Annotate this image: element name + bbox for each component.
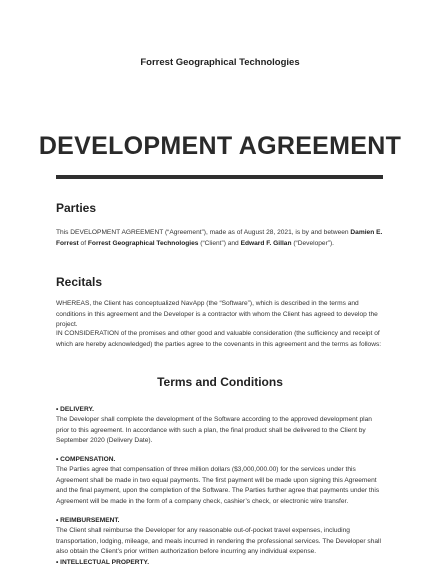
intellectual-property-heading-clip xyxy=(56,559,176,570)
compensation-text: The Parties agree that compensation of three million dollars ($3,000,000.00) for the services under this Agreement shall be made in two equal payments. The first payment will be made upon signing this Agreement and the final payment, upon the completion of the Software. The Parties further agree that payments under this Agreement will be made in the form of a company check, cashier’s check, or electronic wire transfer. xyxy=(56,466,380,505)
reimbursement-heading: • REIMBURSEMENT. xyxy=(56,517,120,524)
delivery-text: The Developer shall complete the development of the Software according to the approved development plan prior to this agreement. In accordance with such a plan, the final product shall be delivered to the Client by September 2020 (Delivery Date). xyxy=(56,416,372,445)
compensation-heading: • COMPENSATION. xyxy=(56,456,116,463)
parties-paragraph xyxy=(56,228,386,249)
recitals-heading: Recitals xyxy=(56,275,103,289)
recitals-paragraph-1: WHEREAS, the Client has conceptualized NavApp (the “Software”), which is described in the terms and conditions in this agreement and the Developer is a contractor with whom the Client has agreed to develop the project. xyxy=(56,300,378,329)
parties-heading: Parties xyxy=(56,201,97,215)
intellectual-property-heading: • INTELLECTUAL PROPERTY. xyxy=(56,559,150,566)
recitals-paragraph-2: IN CONSIDERATION of the promises and other good and valuable consideration (the sufficiency and receipt of which are hereby acknowledged) the parties agree to the covenants in this agreement and the terms as follows: xyxy=(56,330,382,348)
developer-name: Edward F. Gillan xyxy=(240,239,292,247)
client-name: Damien E. Forrest xyxy=(56,229,383,247)
client-company: Forrest Geographical Technologies xyxy=(87,239,199,247)
parties-text-1: This DEVELOPMENT AGREEMENT (“Agreement”), made as of August 28, 2021, is by and between xyxy=(56,229,351,236)
parties-text-3: (“Client”) and xyxy=(198,239,241,247)
document-title: DEVELOPMENT AGREEMENT xyxy=(38,132,402,160)
title-divider xyxy=(56,175,383,179)
company-name: Forrest Geographical Technologies xyxy=(140,57,300,68)
parties-text-2: of xyxy=(78,239,88,247)
terms-heading: Terms and Conditions xyxy=(157,375,283,389)
parties-text-4: (“Developer”). xyxy=(291,239,335,247)
reimbursement-text: The Client shall reimburse the Developer for any reasonable out-of-pocket travel expenses, including transportation, lodging, mileage, and meals incurred in rendering the professional services. The Developer shall also obtain the Client’s prior written authorization before incurring any individual expense. xyxy=(56,527,381,556)
delivery-heading: • DELIVERY. xyxy=(56,406,94,413)
